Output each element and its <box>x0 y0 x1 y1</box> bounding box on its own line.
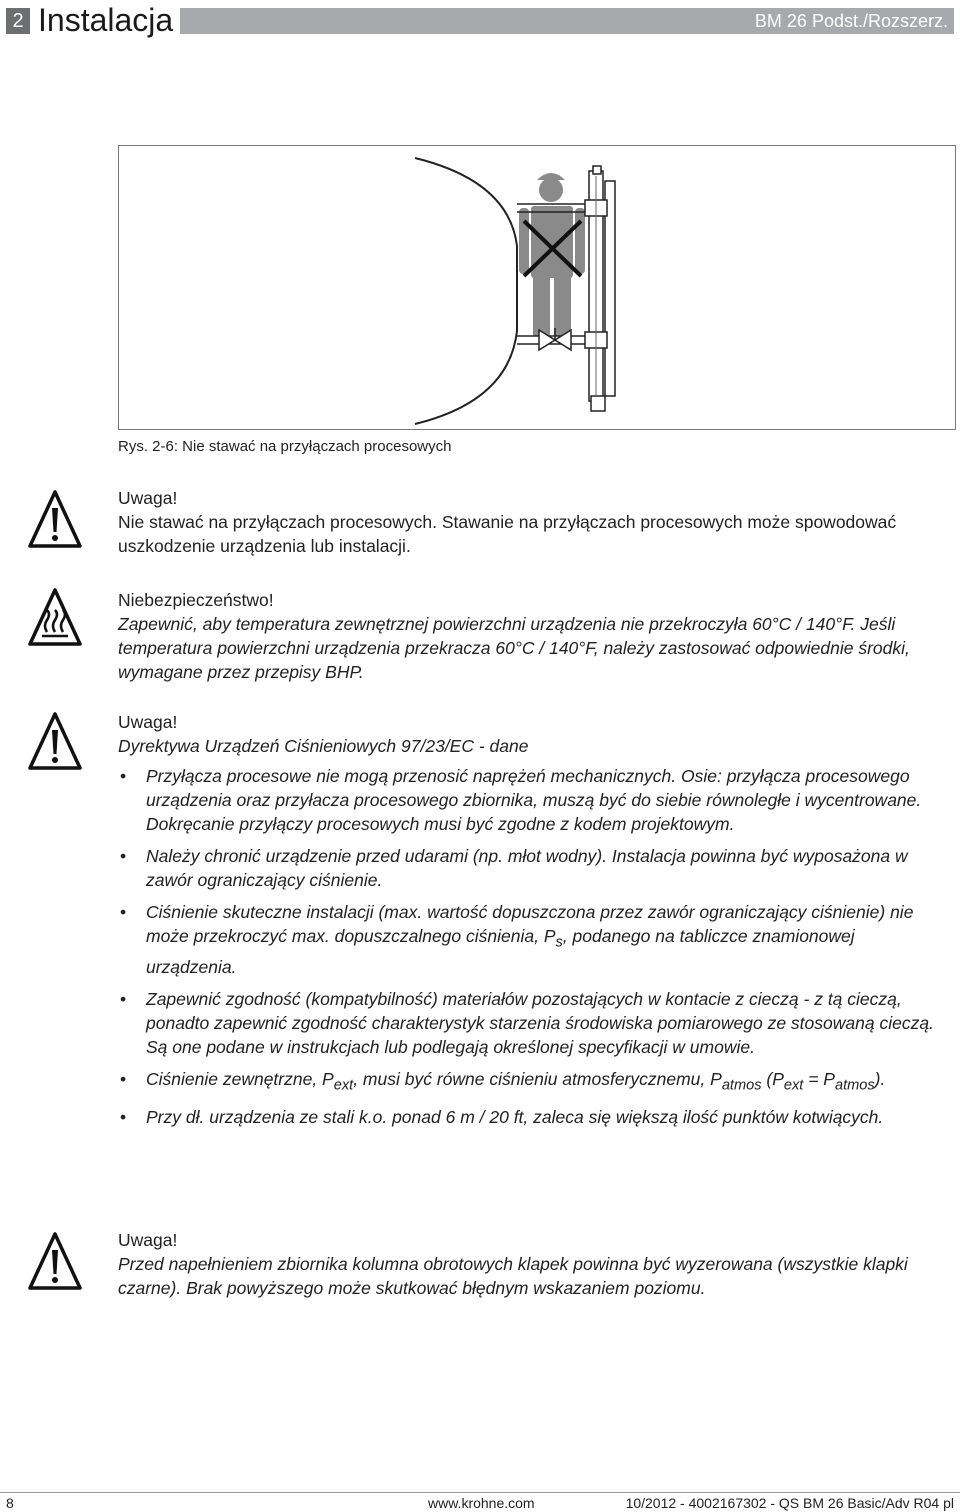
notice-danger <box>118 588 938 684</box>
list-item-text: Ciśnienie skuteczne instalacji (max. wartość dopuszczona przez zawór ograniczający ciśnienie) nie może przekroczyć max. dopuszczalnego ciśnienia, P <box>146 902 914 946</box>
notice-label: Uwaga! <box>118 712 178 732</box>
list-item <box>118 987 938 1059</box>
installation-illustration <box>119 146 957 431</box>
notice-caution-1 <box>118 486 938 558</box>
bullet: • <box>120 902 127 922</box>
bullet: • <box>120 766 127 786</box>
notice-body: Zapewnić, aby temperatura zewnętrznej powierzchni urządzenia nie przekroczyła 60°C / 140°F. Jeśli temperatura powierzchni urządzenia przekracza 60°C / 140°F, należy zastosować odpowiednie środki, wymagane przez przepisy BHP. <box>118 614 910 682</box>
person-icon <box>519 173 585 336</box>
list-item-text: Należy chronić urządzenie przed udarami (np. młot wodny). Instalacja powinna być wyposażona w zawór ograniczający ciśnienie. <box>146 846 908 890</box>
list-item-text: Zapewnić zgodność (kompatybilność) materiałów pozostających w kontacie z cieczą - z tą cieczą, ponadto zapewnić zgodność charakterystyk starzenia środowiska pomiarowego ze stosowaną cieczą. Są one podane w instrukcjach lub podlegają określonej specyfikacji w umowie. <box>146 988 934 1057</box>
bullet-list <box>118 764 938 1129</box>
hot-surface-icon <box>28 588 82 653</box>
bullet: • <box>120 1068 127 1089</box>
subscript: ext <box>333 1077 354 1093</box>
list-item <box>118 1067 938 1098</box>
bullet: • <box>120 988 127 1009</box>
warning-triangle-icon <box>28 490 82 555</box>
notice-caution-3 <box>118 1228 938 1300</box>
notice-body: Nie stawać na przyłączach procesowych. Stawanie na przyłączach procesowych może spowodować uszkodzenie urządzenia lub instalacji. <box>118 512 897 556</box>
list-item-text: Przyłącza procesowe nie mogą przenosić naprężeń mechanicznych. Osie: przyłącza procesowego urządzenia oraz przyłacza procesowego zbiornika, muszą być do siebie równoległe i wycentrowane. Dokręcanie przyłączy procesowych musi być zgodne z kodem projektowym. <box>146 766 922 834</box>
warning-triangle-icon <box>28 1232 82 1297</box>
list-item <box>118 900 938 979</box>
bullet: • <box>120 846 127 866</box>
notice-label: Uwaga! <box>118 488 178 508</box>
chapter-title: Instalacja <box>38 2 174 38</box>
subscript: s <box>555 934 563 951</box>
notice-caution-2 <box>118 710 938 1137</box>
subscript: atmos <box>834 1077 875 1093</box>
notice-body: Przed napełnieniem zbiornika kolumna obrotowych klapek powinna być wyzerowana (wszystkie klapki czarne). Brak powyższego może skutkować błędnym wskazaniem poziomu. <box>118 1254 908 1298</box>
notice-label: Uwaga! <box>118 1230 178 1250</box>
list-item <box>118 844 938 892</box>
footer-website: www.krohne.com <box>428 1495 535 1511</box>
footer-doc-ref: 10/2012 - 4002167302 - QS BM 26 Basic/Adv R04 pl <box>625 1495 954 1511</box>
subscript: ext <box>783 1077 804 1093</box>
list-item-text: (P <box>761 1068 784 1089</box>
bullet: • <box>120 1107 127 1127</box>
list-item-text: ). <box>874 1068 886 1089</box>
product-name: BM 26 Podst./Rozszerz. <box>754 11 948 31</box>
list-item-text: , musi być równe ciśnieniu atmosferycznemu, P <box>353 1068 722 1089</box>
subscript: atmos <box>721 1077 762 1093</box>
list-item-text: Przy dł. urządzenia ze stali k.o. ponad 6 m / 20 ft, zaleca się większą ilość punktów kotwiących. <box>146 1107 884 1127</box>
figure-caption: Rys. 2-6: Nie stawać na przyłączach procesowych <box>118 438 452 455</box>
list-item <box>118 1105 938 1129</box>
notice-label: Niebezpieczeństwo! <box>118 590 274 610</box>
notice-heading: Dyrektywa Urządzeń Ciśnieniowych 97/23/EC - dane <box>118 736 529 756</box>
list-item-text: = P <box>803 1068 835 1089</box>
list-item-text: Ciśnienie zewnętrzne, P <box>146 1068 334 1089</box>
warning-triangle-icon <box>28 712 82 777</box>
footer-divider <box>0 1492 960 1493</box>
figure-frame <box>118 145 956 430</box>
page-number: 8 <box>6 1495 14 1511</box>
list-item-text: , podanego na tabliczce znamionowej urządzenia. <box>146 926 855 977</box>
list-item <box>118 764 938 836</box>
chapter-number: 2 <box>6 8 30 34</box>
